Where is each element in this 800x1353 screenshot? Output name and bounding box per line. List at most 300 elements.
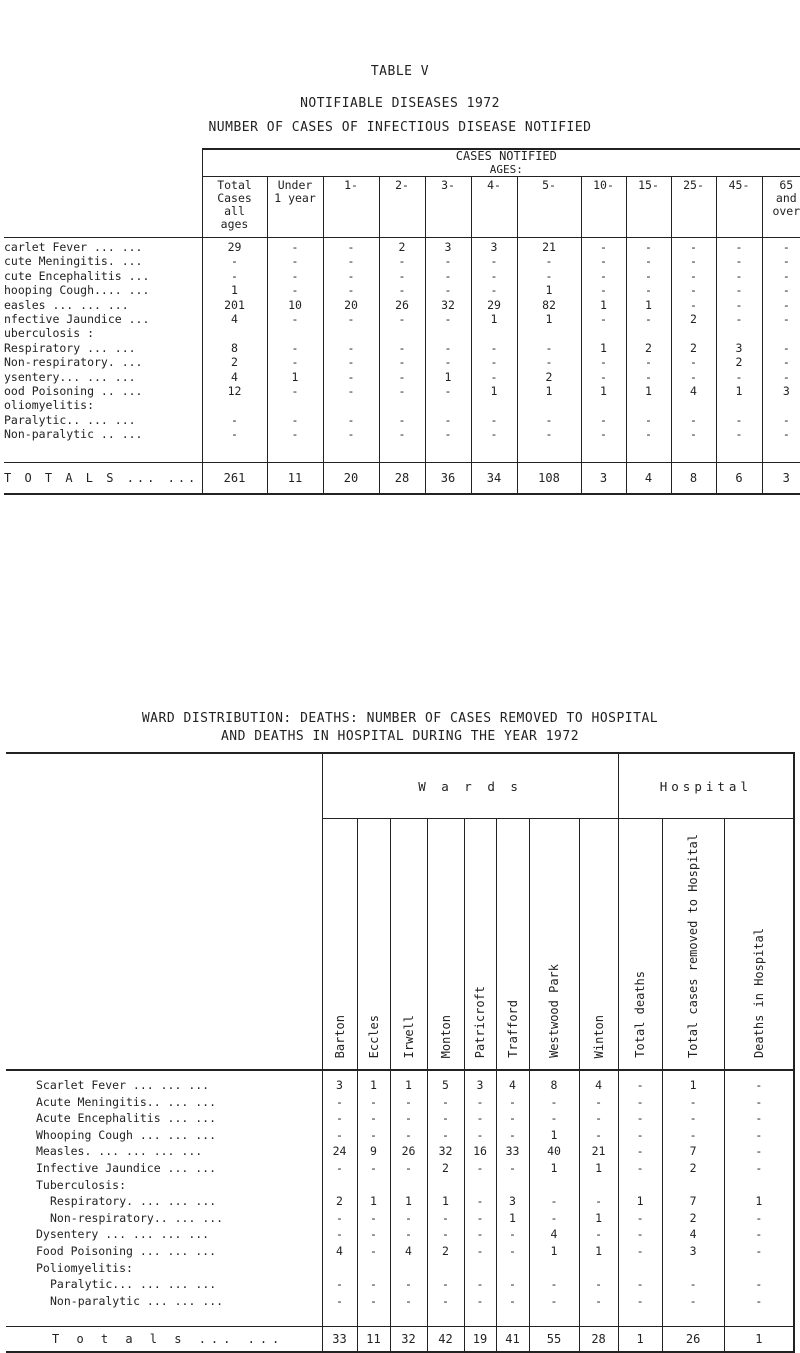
- cell: -: [427, 1127, 464, 1144]
- total-cell: 108: [517, 462, 581, 494]
- cell: -: [267, 238, 323, 255]
- cell: 1: [517, 384, 581, 398]
- cell: -: [390, 1293, 427, 1310]
- total-cell: 34: [471, 462, 517, 494]
- age-col-header: 4-: [471, 177, 517, 238]
- age-65-over-header-line: and: [763, 192, 800, 205]
- total-cell: 20: [323, 462, 379, 494]
- table-row: [4, 298, 800, 312]
- cell: -: [579, 1110, 618, 1127]
- cell: 20: [323, 298, 379, 312]
- cell: 1: [390, 1070, 427, 1094]
- cell: -: [671, 370, 716, 384]
- cell: 32: [427, 1143, 464, 1160]
- cell: -: [716, 312, 762, 326]
- row-label: Scarlet Fever ... ... ...: [6, 1070, 322, 1094]
- cell: [267, 326, 323, 340]
- total-cell: 28: [579, 1326, 618, 1352]
- cell: -: [471, 283, 517, 297]
- cell: -: [464, 1094, 496, 1111]
- row-label: Respiratory ... ...: [4, 341, 202, 355]
- cell: 1: [529, 1127, 579, 1144]
- cell: -: [323, 370, 379, 384]
- table-row: [6, 1127, 794, 1144]
- cell: -: [529, 1193, 579, 1210]
- total-cell: 8: [671, 462, 716, 494]
- table2-title-line1: WARD DISTRIBUTION: DEATHS: NUMBER OF CASES REMOVED TO HOSPITAL: [0, 711, 800, 726]
- cell: -: [427, 1276, 464, 1293]
- cell: 4: [322, 1243, 357, 1260]
- cell: 1: [202, 283, 267, 297]
- cell: 24: [322, 1143, 357, 1160]
- cell: 8: [202, 341, 267, 355]
- cell: 16: [464, 1143, 496, 1160]
- cell: -: [517, 413, 581, 427]
- cell: -: [529, 1293, 579, 1310]
- cell: [579, 1177, 618, 1194]
- cell: 1: [425, 370, 471, 384]
- cell: [716, 398, 762, 412]
- cell: 2: [662, 1210, 724, 1227]
- spacer-cell: [724, 1309, 794, 1326]
- row-label: Non-paralytic ... ... ...: [6, 1293, 322, 1310]
- age-65-over-header-line: over: [763, 205, 800, 218]
- age-col-header: 5-: [517, 177, 581, 238]
- cell: -: [529, 1110, 579, 1127]
- cell: 2: [671, 312, 716, 326]
- cell: -: [724, 1243, 794, 1260]
- row-label: Acute Meningitis.. ... ...: [6, 1094, 322, 1111]
- table-row: [6, 1243, 794, 1260]
- row-label: Non-respiratory.. ... ...: [6, 1210, 322, 1227]
- cell: -: [390, 1127, 427, 1144]
- cell: [581, 326, 626, 340]
- age-col-header: 2-: [379, 177, 425, 238]
- cell: 8: [529, 1070, 579, 1094]
- cell: -: [716, 238, 762, 255]
- total-cell: 261: [202, 462, 267, 494]
- cell: -: [762, 283, 800, 297]
- cell: 1: [529, 1160, 579, 1177]
- cell: 2: [427, 1243, 464, 1260]
- cell: -: [579, 1127, 618, 1144]
- cell: [671, 326, 716, 340]
- row-label: Paralytic.. ... ...: [4, 413, 202, 427]
- cell: -: [427, 1110, 464, 1127]
- wards-header: W a r d s: [322, 753, 618, 819]
- cell: [496, 1177, 529, 1194]
- total-cell: 33: [322, 1326, 357, 1352]
- cell: -: [618, 1160, 662, 1177]
- cell: -: [379, 355, 425, 369]
- cell: [322, 1177, 357, 1194]
- cell: -: [716, 283, 762, 297]
- cell: -: [496, 1160, 529, 1177]
- cell: -: [581, 238, 626, 255]
- cell: 1: [579, 1160, 618, 1177]
- spacer-cell: [529, 1309, 579, 1326]
- spacer-cell: [471, 442, 517, 463]
- cell: -: [357, 1127, 390, 1144]
- cell: -: [517, 355, 581, 369]
- cell: -: [496, 1127, 529, 1144]
- row-label: oliomyelitis:: [4, 398, 202, 412]
- cell: [379, 398, 425, 412]
- spacer-cell: [581, 442, 626, 463]
- cell: -: [357, 1276, 390, 1293]
- cell: -: [267, 341, 323, 355]
- cell: 1: [716, 384, 762, 398]
- cell: -: [724, 1226, 794, 1243]
- cell: [323, 398, 379, 412]
- cell: -: [626, 413, 671, 427]
- cell: [626, 326, 671, 340]
- cell: [427, 1177, 464, 1194]
- cell: -: [716, 370, 762, 384]
- cell: -: [425, 355, 471, 369]
- cell: 4: [390, 1243, 427, 1260]
- cell: -: [357, 1110, 390, 1127]
- cell: -: [425, 384, 471, 398]
- cell: -: [662, 1293, 724, 1310]
- cell: 3: [716, 341, 762, 355]
- cell: [425, 326, 471, 340]
- spacer-cell: [323, 442, 379, 463]
- cell: -: [427, 1094, 464, 1111]
- cell: -: [579, 1293, 618, 1310]
- cell: -: [581, 283, 626, 297]
- cell: -: [716, 413, 762, 427]
- cell: -: [724, 1110, 794, 1127]
- cell: 29: [471, 298, 517, 312]
- table-row: [4, 269, 800, 283]
- cell: [322, 1260, 357, 1277]
- cell: -: [322, 1210, 357, 1227]
- cell: -: [581, 254, 626, 268]
- total-cases-header-line: Total: [203, 179, 267, 192]
- cell: -: [267, 312, 323, 326]
- cell: -: [579, 1094, 618, 1111]
- cell: -: [357, 1293, 390, 1310]
- column-header-text: Patricroft: [473, 986, 487, 1058]
- cell: 29: [202, 238, 267, 255]
- spacer-cell: [357, 1309, 390, 1326]
- table-row: [4, 341, 800, 355]
- table-row: [4, 238, 800, 255]
- cell: -: [579, 1276, 618, 1293]
- cell: -: [618, 1127, 662, 1144]
- age-col-header: 10-: [581, 177, 626, 238]
- document-title: NOTIFIABLE DISEASES 1972: [0, 96, 800, 111]
- cell: -: [464, 1276, 496, 1293]
- cell: -: [517, 254, 581, 268]
- row-label: cute Meningitis. ...: [4, 254, 202, 268]
- table-row: [4, 413, 800, 427]
- table-row: [4, 427, 800, 441]
- cell: 3: [662, 1243, 724, 1260]
- total-cases-header-line: all: [203, 205, 267, 218]
- corner-cell: [4, 149, 202, 177]
- cell: -: [529, 1210, 579, 1227]
- column-header: [529, 819, 579, 1071]
- cell: -: [581, 269, 626, 283]
- cell: 3: [471, 238, 517, 255]
- cell: -: [390, 1110, 427, 1127]
- cell: -: [724, 1276, 794, 1293]
- total-cell: 1: [724, 1326, 794, 1352]
- cell: -: [671, 413, 716, 427]
- spacer-cell: [618, 1309, 662, 1326]
- column-header: [427, 819, 464, 1071]
- cell: [618, 1177, 662, 1194]
- cell: -: [626, 370, 671, 384]
- cell: 2: [716, 355, 762, 369]
- cell: -: [267, 384, 323, 398]
- cell: -: [496, 1243, 529, 1260]
- cell: [529, 1260, 579, 1277]
- cell: -: [626, 355, 671, 369]
- cell: -: [323, 427, 379, 441]
- cell: -: [464, 1193, 496, 1210]
- spacer-row: [6, 1309, 794, 1326]
- cell: -: [517, 427, 581, 441]
- cell: -: [379, 312, 425, 326]
- spacer-cell: [626, 442, 671, 463]
- cell: -: [618, 1226, 662, 1243]
- cell: 1: [267, 370, 323, 384]
- cell: [626, 398, 671, 412]
- cell: [762, 398, 800, 412]
- cell: 7: [662, 1143, 724, 1160]
- row-label: nfective Jaundice ...: [4, 312, 202, 326]
- cell: 3: [464, 1070, 496, 1094]
- cell: -: [323, 355, 379, 369]
- cell: 1: [390, 1193, 427, 1210]
- table1-title: NUMBER OF CASES OF INFECTIOUS DISEASE NOTIFIED: [0, 120, 800, 135]
- cell: [202, 398, 267, 412]
- cell: -: [724, 1143, 794, 1160]
- cell: -: [496, 1094, 529, 1111]
- cell: 21: [579, 1143, 618, 1160]
- spacer-cell: [390, 1309, 427, 1326]
- total-cell: 6: [716, 462, 762, 494]
- spacer-cell: [4, 442, 202, 463]
- cell: -: [762, 341, 800, 355]
- cell: -: [425, 427, 471, 441]
- cell: -: [471, 427, 517, 441]
- cell: 7: [662, 1193, 724, 1210]
- spacer-cell: [579, 1309, 618, 1326]
- cell: -: [379, 384, 425, 398]
- cell: -: [323, 269, 379, 283]
- total-cell: 36: [425, 462, 471, 494]
- row-label: Acute Encephalitis ... ...: [6, 1110, 322, 1127]
- age-col-header: 45-: [716, 177, 762, 238]
- cell: -: [267, 427, 323, 441]
- age-65-over-header: [762, 177, 800, 238]
- cell: 2: [427, 1160, 464, 1177]
- cell: -: [267, 269, 323, 283]
- cell: 1: [427, 1193, 464, 1210]
- cell: 2: [379, 238, 425, 255]
- cell: -: [626, 254, 671, 268]
- total-cell: 41: [496, 1326, 529, 1352]
- under-1-year-header-line: 1 year: [268, 192, 323, 205]
- spacer-cell: [464, 1309, 496, 1326]
- cell: -: [762, 370, 800, 384]
- totals-row: [4, 462, 800, 494]
- totals-label: T O T A L S ... ...: [4, 462, 202, 494]
- row-label: Paralytic... ... ... ...: [6, 1276, 322, 1293]
- cell: -: [762, 413, 800, 427]
- cell: -: [724, 1293, 794, 1310]
- cell: -: [427, 1210, 464, 1227]
- cell: -: [724, 1094, 794, 1111]
- cell: 1: [471, 384, 517, 398]
- cell: -: [202, 413, 267, 427]
- age-col-header: 3-: [425, 177, 471, 238]
- cell: -: [662, 1276, 724, 1293]
- cell: -: [529, 1276, 579, 1293]
- cell: -: [323, 254, 379, 268]
- cell: -: [716, 269, 762, 283]
- cell: -: [618, 1276, 662, 1293]
- cell: 1: [496, 1210, 529, 1227]
- label-header: [4, 177, 202, 238]
- cell: -: [671, 427, 716, 441]
- cell: [581, 398, 626, 412]
- cell: -: [618, 1293, 662, 1310]
- cell: [427, 1260, 464, 1277]
- cell: -: [357, 1210, 390, 1227]
- cell: -: [379, 341, 425, 355]
- cell: -: [323, 312, 379, 326]
- cell: -: [322, 1293, 357, 1310]
- table-row: [4, 254, 800, 268]
- column-header: [464, 819, 496, 1071]
- cell: -: [322, 1110, 357, 1127]
- cell: -: [202, 254, 267, 268]
- spacer-cell: [517, 442, 581, 463]
- hospital-header: Hospital: [618, 753, 794, 819]
- cell: 40: [529, 1143, 579, 1160]
- row-label: easles ... ... ...: [4, 298, 202, 312]
- total-cell: 19: [464, 1326, 496, 1352]
- column-header: [496, 819, 529, 1071]
- table-row: [4, 370, 800, 384]
- total-cell: 3: [581, 462, 626, 494]
- row-label: Food Poisoning ... ... ...: [6, 1243, 322, 1260]
- cell: [671, 398, 716, 412]
- cell: [529, 1177, 579, 1194]
- cell: 12: [202, 384, 267, 398]
- cell: -: [464, 1160, 496, 1177]
- cell: -: [390, 1276, 427, 1293]
- cell: 2: [322, 1193, 357, 1210]
- cell: -: [626, 269, 671, 283]
- cell: 3: [496, 1193, 529, 1210]
- cell: -: [425, 312, 471, 326]
- cell: 4: [579, 1070, 618, 1094]
- column-header: [662, 819, 724, 1071]
- cell: 1: [357, 1070, 390, 1094]
- total-cell: 28: [379, 462, 425, 494]
- totals-label: T o t a l s ... ...: [6, 1326, 322, 1352]
- column-header-text: Barton: [333, 1015, 347, 1058]
- row-label: hooping Cough.... ...: [4, 283, 202, 297]
- column-header-text: Trafford: [506, 1000, 520, 1058]
- total-cell: 42: [427, 1326, 464, 1352]
- cell: -: [379, 254, 425, 268]
- row-label: Poliomyelitis:: [6, 1260, 322, 1277]
- cell: -: [618, 1210, 662, 1227]
- cell: -: [662, 1094, 724, 1111]
- cell: -: [724, 1160, 794, 1177]
- row-label: ysentery... ... ...: [4, 370, 202, 384]
- cell: [267, 398, 323, 412]
- cell: -: [496, 1293, 529, 1310]
- cell: -: [496, 1110, 529, 1127]
- cell: 2: [202, 355, 267, 369]
- age-65-over-header-line: 65: [763, 179, 800, 192]
- total-cell: 4: [626, 462, 671, 494]
- cell: -: [471, 341, 517, 355]
- cell: -: [517, 269, 581, 283]
- spacer-cell: [425, 442, 471, 463]
- cell: -: [357, 1160, 390, 1177]
- column-header-text: Eccles: [367, 1015, 381, 1058]
- column-header-text: Total cases removed to Hospital: [686, 834, 700, 1058]
- cell: -: [323, 238, 379, 255]
- cell: 1: [517, 283, 581, 297]
- cell: 4: [671, 384, 716, 398]
- total-cell: 1: [618, 1326, 662, 1352]
- cell: -: [626, 283, 671, 297]
- cell: -: [724, 1127, 794, 1144]
- cell: [662, 1260, 724, 1277]
- table-row: [6, 1210, 794, 1227]
- cell: -: [529, 1094, 579, 1111]
- column-header-text: Winton: [592, 1015, 606, 1058]
- cell: [464, 1177, 496, 1194]
- spacer-cell: [202, 442, 267, 463]
- total-cases-header-line: ages: [203, 218, 267, 231]
- cell: -: [379, 370, 425, 384]
- cell: -: [496, 1276, 529, 1293]
- cell: -: [390, 1210, 427, 1227]
- cell: -: [323, 283, 379, 297]
- cell: -: [390, 1094, 427, 1111]
- cell: -: [322, 1094, 357, 1111]
- cell: 4: [202, 312, 267, 326]
- cell: 33: [496, 1143, 529, 1160]
- cell: -: [762, 427, 800, 441]
- cell: 1: [581, 298, 626, 312]
- row-label: Non-respiratory. ...: [4, 355, 202, 369]
- table-row: [6, 1110, 794, 1127]
- cell: -: [267, 413, 323, 427]
- total-cell: 26: [662, 1326, 724, 1352]
- cell: 82: [517, 298, 581, 312]
- spacer-cell: [716, 442, 762, 463]
- age-col-header: 25-: [671, 177, 716, 238]
- group-header: CASES NOTIFIED AGES:: [202, 149, 800, 177]
- cell: -: [322, 1276, 357, 1293]
- table-row: [6, 1094, 794, 1111]
- table-row: [6, 1143, 794, 1160]
- cell: 10: [267, 298, 323, 312]
- spacer-cell: [379, 442, 425, 463]
